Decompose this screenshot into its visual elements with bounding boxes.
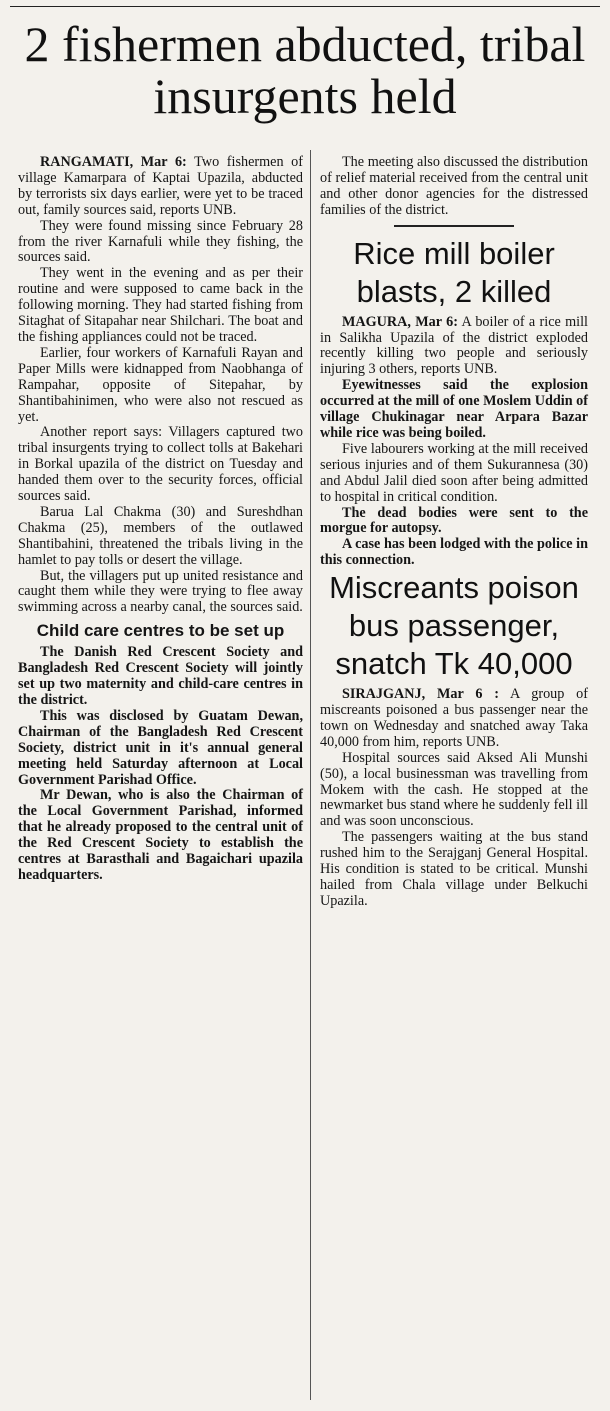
story2-paragraph: The Danish Red Crescent Society and Bangladesh Red Crescent Society will jointly set up two maternity and child-care centres in the district. bbox=[18, 644, 303, 708]
story4-paragraph: Hospital sources said Aksed Ali Munshi (50), a local businessman was travelling from Mokem with the cash. He stopped at the newmarket bus stand where he suddenly fell ill and was soon unconscious. bbox=[320, 749, 588, 830]
story3-paragraph: A case has been lodged with the police in this connection. bbox=[320, 536, 588, 569]
right-column bbox=[320, 155, 588, 910]
story4-headline: Miscreants poison bus passenger, snatch Tk 40,000 bbox=[329, 570, 579, 682]
top-rule bbox=[10, 6, 600, 7]
story1-paragraph: They went in the evening and as per their routine and were supposed to came back in the following morning. They had started fishing from Sitaghat of Sitapahar near Shilchari. The boat and the fishing appliances could not be traced. bbox=[18, 265, 303, 345]
story1-paragraph: RANGAMATI, Mar 6: Two fishermen of village Kamarpara of Kaptai Upazila, abducted by terrorists six days earlier, were yet to be traced out, family sources said, reports UNB. bbox=[18, 154, 303, 218]
story4-paragraph: SIRAJGANJ, Mar 6 : A group of miscreants poisoned a bus passenger near the town on Wednesday and snatched away Taka 40,000 from him, reports UNB. bbox=[320, 686, 588, 750]
story3-dateline: MAGURA, Mar 6: bbox=[342, 313, 458, 330]
story-divider bbox=[394, 225, 514, 227]
story2-paragraph: Mr Dewan, who is also the Chairman of the Local Government Parishad, informed that he already proposed to the central unit of the Red Crescent Society to establish the centres at Barasthali and Bagaichari upazila headquarters. bbox=[18, 787, 303, 883]
main-headline: 2 fishermen abducted, tribal insurgents held bbox=[24, 16, 586, 124]
story1-paragraph: Earlier, four workers of Karnafuli Rayan and Paper Mills were kidnapped from Naobhanga of Rampahar, opposite of Sitepahar, by Shantibahinimen, who were also not rescued as yet. bbox=[18, 344, 303, 425]
story1-paragraph: They were found missing since February 28 from the river Karnafuli while they fishing, the sources said. bbox=[18, 217, 303, 266]
story3-paragraph: Five labourers working at the mill received serious injuries and of them Sukurannesa (30) and Abdul Jalil died soon after being admitted to hospital in critical condition. bbox=[320, 440, 588, 505]
story2-paragraph: This was disclosed by Guatam Dewan, Chairman of the Bangladesh Red Crescent Society, district unit in it's annual general meeting held Saturday afternoon at Local Government Parishad Office. bbox=[18, 707, 303, 788]
story4-dateline: SIRAJGANJ, Mar 6 : bbox=[342, 686, 499, 703]
column-separator bbox=[310, 150, 311, 1400]
left-column bbox=[18, 155, 303, 884]
story3-headline: Rice mill boiler blasts, 2 killed bbox=[353, 235, 555, 309]
story3-paragraph: Eyewitnesses said the explosion occurred at the mill of one Moslem Uddin of village Chukinagar near Arpara Bazar while rice was being boiled. bbox=[320, 377, 588, 441]
story1-paragraph: Another report says: Villagers captured two tribal insurgents trying to collect tolls at Bakehari in Borkal upazila of the district on Tuesday and handed them over to the security forces, official sources said. bbox=[18, 424, 303, 505]
story1-paragraph: Barua Lal Chakma (30) and Sureshdhan Chakma (25), members of the outlawed Shantibahini, threatened the tribals living in the hamlet to pay tolls or desert the village. bbox=[18, 503, 303, 568]
story4-paragraph: The passengers waiting at the bus stand rushed him to the Serajganj General Hospital. His condition is stated to be critical. Munshi hailed from Chala village under Belkuchi Upazila. bbox=[320, 829, 588, 909]
story2-headline: Child care centres to be set up bbox=[36, 621, 285, 641]
story3-paragraph: MAGURA, Mar 6: A boiler of a rice mill in Salikha Upazila of the district exploded recently killing two people and seriously injuring 3 others, reports UNB. bbox=[320, 313, 588, 378]
story3-paragraph: The dead bodies were sent to the morgue for autopsy. bbox=[320, 504, 588, 537]
story2-paragraph: The meeting also discussed the distribution of relief material received from the central unit and other donor agencies for the distressed families of the district. bbox=[320, 154, 588, 218]
story1-paragraph: But, the villagers put up united resistance and caught them while they were trying to flee away swimming across a nearby canal, the sources said. bbox=[18, 567, 303, 616]
story1-dateline: RANGAMATI, Mar 6: bbox=[40, 154, 187, 170]
